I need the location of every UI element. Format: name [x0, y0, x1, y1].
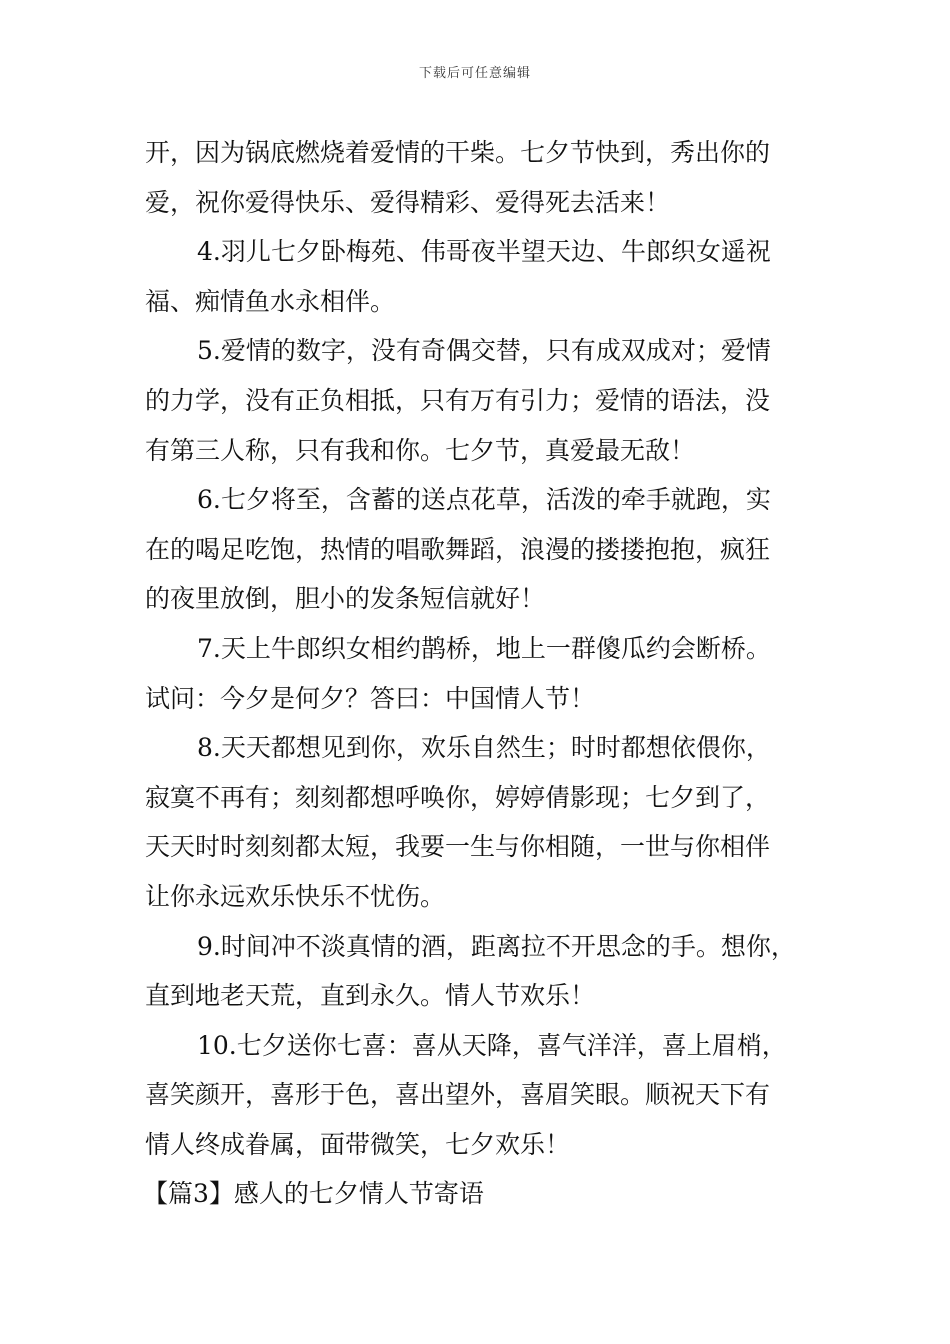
document-body [145, 128, 830, 1219]
text-line: 爱，祝你爱得快乐、爱得精彩、爱得死去活来！ [145, 187, 671, 217]
paragraph-start-line: 10.七夕送你七喜：喜从天降，喜气洋洋，喜上眉梢， [197, 1030, 787, 1060]
text-line: 情人终成眷属，面带微笑，七夕欢乐！ [145, 1129, 571, 1159]
paragraph-start-line: 6.七夕将至，含蓄的送点花草，活泼的牵手就跑，实 [197, 485, 771, 515]
text-line: 在的喝足吃饱，热情的唱歌舞蹈，浪漫的搂搂抱抱，疯狂 [145, 534, 771, 564]
text-line: 寂寞不再有；刻刻都想呼唤你，婷婷倩影现；七夕到了， [145, 782, 771, 812]
text-line: 开，因为锅底燃烧着爱情的干柴。七夕节快到，秀出你的 [145, 138, 771, 167]
text-line: 喜笑颜开，喜形于色，喜出望外，喜眉笑眼。顺祝天下有 [145, 1080, 771, 1110]
text-line: 让你永远欢乐快乐不忧伤。 [145, 881, 446, 911]
text-line: 有第三人称，只有我和你。七夕节，真爱最无敌！ [145, 435, 696, 465]
text-line: 福、痴情鱼水永相伴。 [145, 286, 396, 316]
section-heading: 【篇3】感人的七夕情人节寄语 [143, 1179, 484, 1209]
paragraph-start-line: 5.爱情的数字，没有奇偶交替，只有成双成对；爱情 [197, 336, 771, 366]
paragraph-start-line: 8.天天都想见到你，欢乐自然生；时时都想依偎你， [197, 733, 771, 763]
paragraph-start-line: 4.羽儿七夕卧梅苑、伟哥夜半望天边、牛郎织女遥祝 [197, 237, 771, 267]
text-line: 的夜里放倒，胆小的发条短信就好！ [145, 584, 546, 614]
paragraph-start-line: 9.时间冲不淡真情的酒，距离拉不开思念的手。想你， [197, 931, 796, 961]
text-line: 天天时时刻刻都太短，我要一生与你相随，一世与你相伴 [145, 832, 771, 862]
text-line: 直到地老天荒，直到永久。情人节欢乐！ [145, 981, 596, 1011]
text-line: 的力学，没有正负相抵，只有万有引力；爱情的语法，没 [145, 385, 771, 415]
page-header: 下载后可任意编辑 [418, 66, 531, 81]
text-line: 试问：今夕是何夕？答曰：中国情人节！ [145, 683, 596, 713]
paragraph-start-line: 7.天上牛郎织女相约鹊桥，地上一群傻瓜约会断桥。 [197, 633, 771, 663]
